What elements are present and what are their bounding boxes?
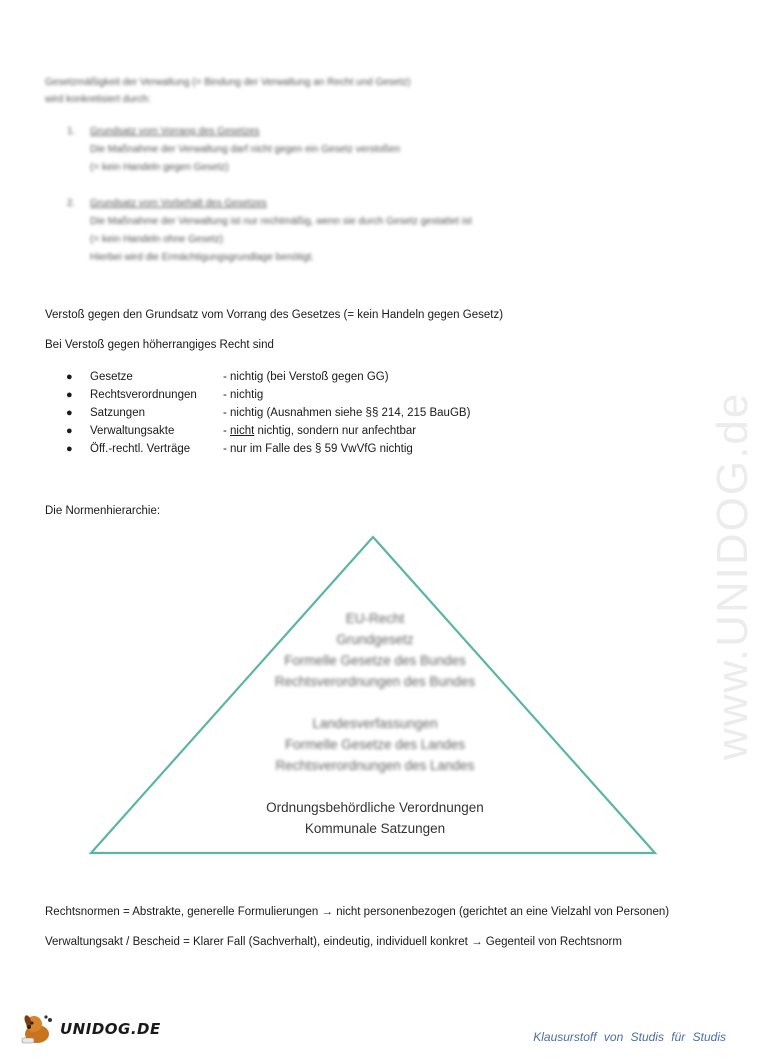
dog-mascot-icon — [20, 1012, 56, 1046]
pyramid-level: Formelle Gesetze des Landes — [284, 737, 466, 752]
pyramid-level: EU-Recht — [345, 611, 405, 626]
definition-text: Rechtsnormen = Abstrakte, generelle Formulierungen — [45, 906, 319, 918]
bullet-icon: ● — [66, 407, 73, 419]
blurred-item-title: Grundsatz vom Vorrang des Gesetzes — [90, 126, 260, 137]
blurred-item-title: Grundsatz vom Vorbehalt des Gesetzes — [90, 198, 267, 209]
normenhierarchie-label: Die Normenhierarchie: — [45, 505, 161, 517]
bullet-effect-rest: nichtig, sondern nur anfechtbar — [254, 425, 417, 437]
pyramid-level: Rechtsverordnungen des Bundes — [274, 674, 476, 689]
blurred-intro-line1: Gesetzmäßigkeit der Verwaltung (= Bindung der Verwaltung an Recht und Gesetz) — [45, 77, 411, 88]
bullet-icon: ● — [66, 389, 73, 401]
bullet-icon: ● — [66, 443, 73, 455]
logo-text: UNIDOG.DE — [60, 1020, 161, 1038]
intro-hoeherrangig: Bei Verstoß gegen höherrangiges Recht sind — [45, 339, 274, 351]
definition-verwaltungsakt — [45, 936, 622, 948]
bullet-effect: - nur im Falle des § 59 VwVfG nichtig — [223, 443, 413, 455]
blurred-intro-line2: wird konkretisiert durch: — [45, 94, 151, 105]
pyramid-group-land — [0, 713, 750, 776]
bullet-label: Rechtsverordnungen — [90, 389, 197, 401]
pyramid-level: Grundgesetz — [336, 632, 414, 647]
heading-verstoss: Verstoß gegen den Grundsatz vom Vorrang des Gesetzes (= kein Handeln gegen Gesetz) — [45, 309, 504, 321]
pyramid-level: Kommunale Satzungen — [304, 821, 446, 836]
blurred-item-line: Die Maßnahme der Verwaltung darf nicht gegen ein Gesetz verstoßen — [90, 144, 401, 155]
bullet-icon: ● — [66, 425, 73, 437]
blurred-item-line: Die Maßnahme der Verwaltung ist nur rechtmäßig, wenn sie durch Gesetz gestattet ist — [90, 216, 472, 227]
bullet-label: Satzungen — [90, 407, 145, 419]
blurred-item-number: 1. — [67, 126, 76, 137]
bullet-label: Öff.-rechtl. Verträge — [90, 443, 191, 455]
definition-text: Verwaltungsakt / Bescheid = Klarer Fall (Sachverhalt), eindeutig, individuell konkret — [45, 936, 468, 948]
definition-rechtsnormen — [45, 906, 669, 918]
arrow-right-icon: → — [321, 906, 333, 918]
bullet-effect: - nichtig — [223, 389, 264, 401]
pyramid-level: Ordnungsbehördliche Verordnungen — [266, 800, 484, 815]
bullet-effect-prefix: - — [223, 425, 231, 437]
blurred-item-line: (= kein Handeln ohne Gesetz) — [90, 234, 224, 245]
bullet-label: Verwaltungsakte — [90, 425, 175, 437]
pyramid-group-eu-bund — [0, 608, 750, 692]
bullet-effect: - nichtig (bei Verstoß gegen GG) — [223, 371, 389, 383]
pyramid-level: Rechtsverordnungen des Landes — [275, 758, 475, 773]
pyramid-level: Formelle Gesetze des Bundes — [284, 653, 466, 668]
blurred-item-line: (= kein Handeln gegen Gesetz) — [90, 162, 229, 173]
watermark-text: www.UNIDOG.de — [708, 391, 757, 760]
pyramid-level: Landesverfassungen — [312, 716, 438, 731]
pyramid-group-kommunal — [0, 797, 750, 839]
blurred-item-number: 2. — [67, 198, 76, 209]
definition-text: nicht personenbezogen (gerichtet an eine Vielzahl von Personen) — [336, 906, 670, 918]
bullet-icon: ● — [66, 371, 73, 383]
bullet-effect: - nichtig (Ausnahmen siehe §§ 214, 215 BauGB) — [223, 407, 471, 419]
footer-tagline: Klausurstoff von Studis für Studis — [533, 1030, 726, 1044]
blurred-item-line: Hierbei wird die Ermächtigungsgrundlage benötigt. — [90, 252, 315, 263]
bullet-label: Gesetze — [90, 371, 133, 383]
definition-text: Gegenteil von Rechtsnorm — [485, 936, 622, 948]
arrow-right-icon: → — [471, 936, 483, 948]
bullet-effect-underlined: nicht — [230, 425, 255, 437]
unidog-logo — [20, 1012, 161, 1046]
